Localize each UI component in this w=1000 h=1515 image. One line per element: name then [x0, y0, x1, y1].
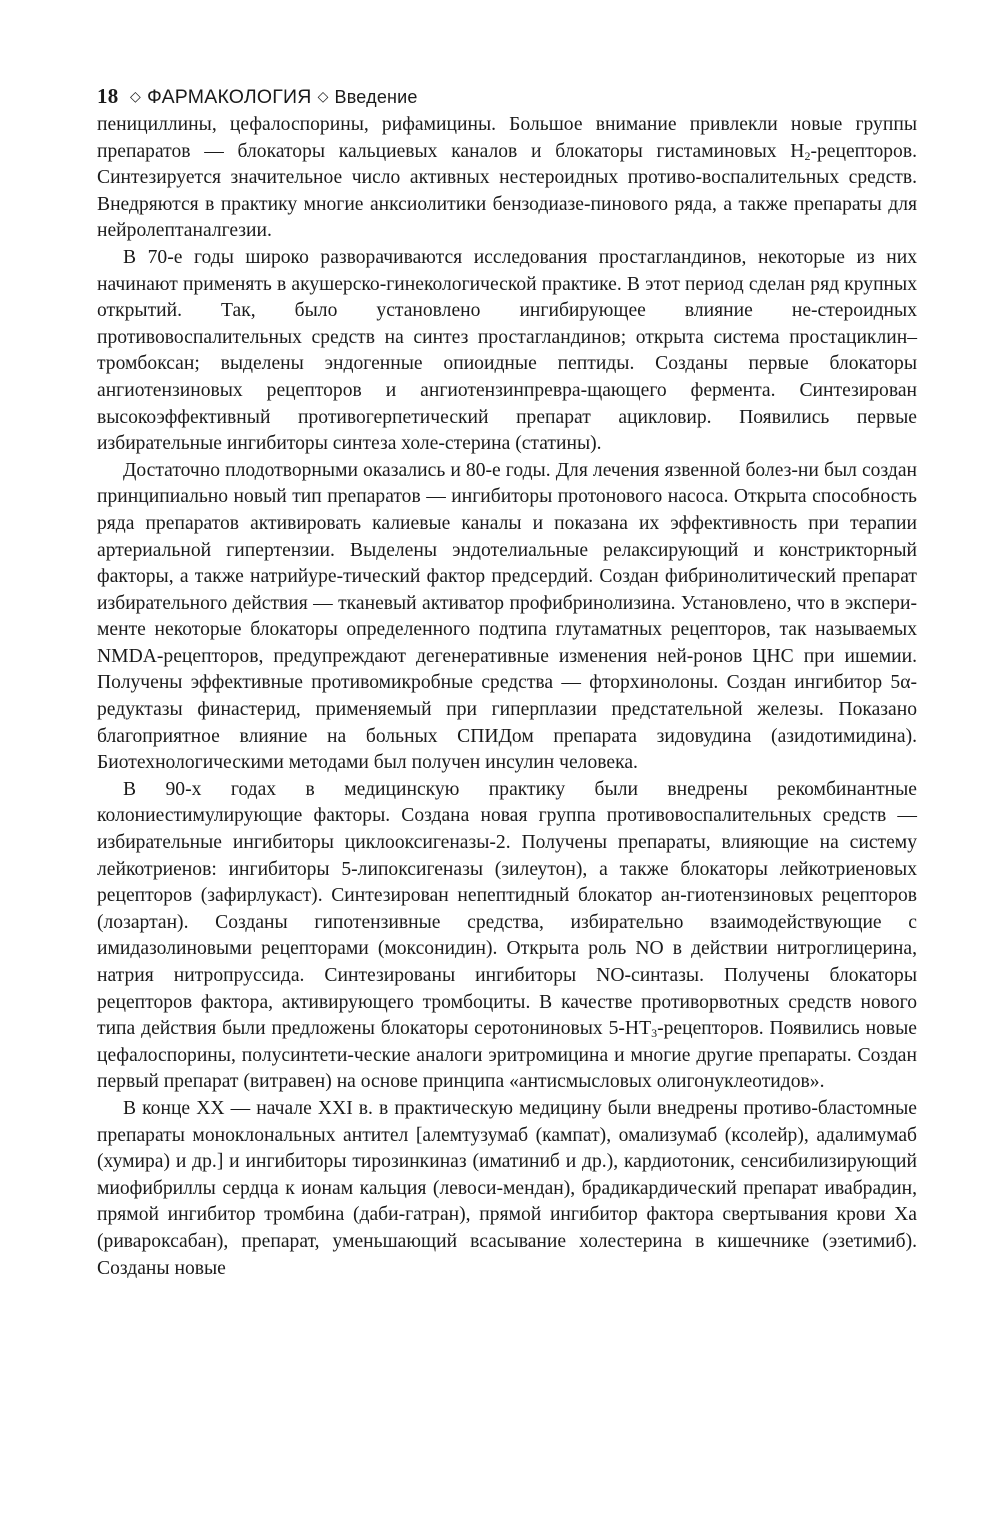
book-title: ФАРМАКОЛОГИЯ [147, 86, 312, 108]
running-header [97, 80, 917, 112]
separator-diamond-icon: ◇ [317, 88, 329, 104]
paragraph [97, 245, 917, 458]
paragraph [97, 777, 917, 1096]
paragraph [97, 112, 917, 245]
separator-diamond-icon: ◇ [130, 88, 141, 104]
paragraph-text: В 70-е годы широко разворачиваются исследования простагландинов, некоторые из них начинают применять в акушерско-гинекологической практике. В этот период сделан ряд крупных открытий. Так, было установлено ингибирующее влияние не-стероидных противовоспалительных средств на синтез простагландинов; открыта система простациклин–тромбоксан; выделены эндогенные опиоидные пептиды. Созданы первые блокаторы ангиотензиновых рецепторов и ангиотензинпревра-щающего фермента. Синтезирован высокоэффективный противогерпетический препарат ацикловир. Появились первые избирательные ингибиторы синтеза холе-стерина (статины). [97, 246, 917, 455]
body-text [97, 112, 917, 1282]
paragraph-text: Достаточно плодотворными оказались и 80-е годы. Для лечения язвенной болез-ни был создан принципиально новый тип препаратов — ингибиторы протонового насоса. Открыта способность ряда препаратов активировать калиевые каналы и показана их эффективность при терапии артериальной гипертензии. Выделены эндотелиальные релаксирующий и констрикторный факторы, а также натрийуре-тический фактор предсердий. Создан фибринолитический препарат избирательного действия — тканевый активатор профибринолизина. Установлено, что в экспери-менте некоторые блокаторы определенного подтипа глутаматных рецепторов, так называемых NMDA-рецепторов, предупреждают дегенеративные изменения ней-ронов ЦНС при ишемии. Получены эффективные противомикробные средства — фторхинолоны. Создан ингибитор 5α-редуктазы финастерид, применяемый при гиперплазии предстательной железы. Показано благоприятное влияние на больных СПИДом препарата зидовудина (азидотимидина). Биотехнологическими методами был получен инсулин человека. [97, 459, 917, 774]
subscript: 3 [651, 1026, 658, 1041]
section-title: Введение [334, 87, 418, 107]
paragraph [97, 1096, 917, 1282]
paragraph-text: В 90-х годах в медицинскую практику были внедрены рекомбинантные колониестимулирующие факторы. Создана новая группа противовоспалительных средств — избирательные ингибиторы циклооксигеназы-2. Получены препараты, влияющие на систему лейкотриенов: ингибиторы 5-липоксигеназы (зилеутон), а также блокаторы лейкотриеновых рецепторов (зафирлукаст). Синтезирован непептидный блокатор ан-гиотензиновых рецепторов (лозартан). Созданы гипотензивные средства, избирательно взаимодействующие с имидазолиновыми рецепторами (моксонидин). Открыта роль NO в действии нитроглицерина, натрия нитропруссида. Синтезированы ингибиторы NO-синтазы. Получены блокаторы рецепторов фактора, активирующего тромбоциты. В качестве противорвотных средств нового типа действия были предложены блокаторы серотониновых 5-HT [97, 778, 917, 1040]
paragraph-text: В конце XX — начале XXI в. в практическую медицину были внедрены противо-бластомные препараты моноклональных антител [алемтузумаб (кампат), омализумаб (ксолейр), адалимумаб (хумира) и др.] и ингибиторы тирозинкиназ (иматиниб и др.), кардиотоник, сенсибилизирующий миофибриллы сердца к ионам кальция (левоси-мендан), брадикардический препарат ивабрадин, прямой ингибитор тромбина (даби-гатран), прямой ингибитор фактора свертывания крови Xa (ривароксабан), препарат, уменьшающий всасывание холестерина в кишечнике (эзетимиб). Созданы новые [97, 1097, 917, 1279]
paragraph [97, 458, 917, 777]
paragraph-text: -рецепторов. Появились новые цефалоспорины, полусинтети-ческие аналоги эритромицина и многие другие препараты. Создан первый препарат (витравен) на основе принципа «антисмысловых олигонуклеотидов». [97, 1018, 917, 1093]
subscript: 2 [804, 148, 811, 163]
paragraph-text: -рецепторов. Синтезируется значительное число активных нестероидных противо-воспалительных средств. Внедряются в практику многие анксиолитики бензодиазе-пинового ряда, а также препараты для нейролептаналгезии. [97, 140, 917, 242]
paragraph-text: пенициллины, цефалоспорины, рифамицины. Большое внимание привлекли новые группы препаратов — блокаторы кальциевых каналов и блокаторы гистаминовых H [97, 114, 917, 162]
book-page [97, 80, 917, 1282]
page-number: 18 [97, 84, 119, 108]
